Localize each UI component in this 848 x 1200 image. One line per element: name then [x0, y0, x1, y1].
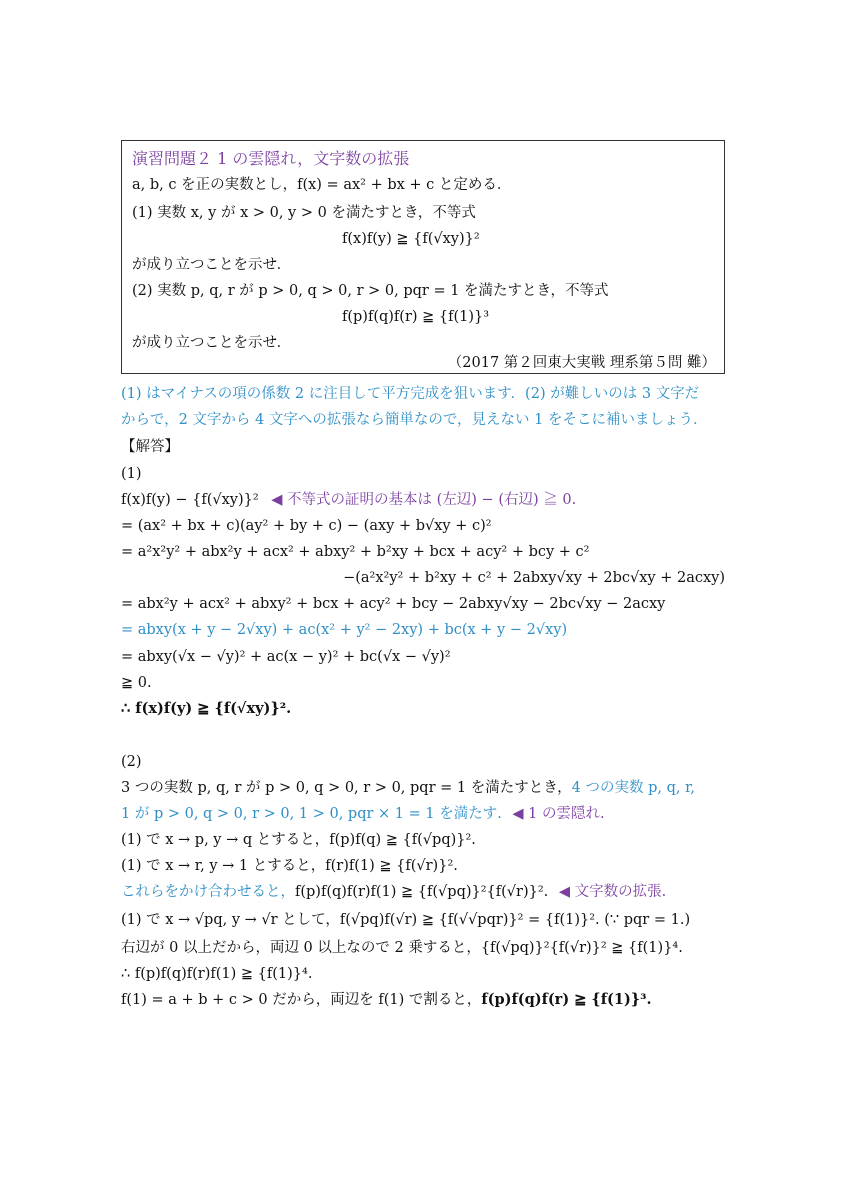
question-2-formula: f(p)f(q)f(r) ≧ {f(1)}³: [342, 309, 490, 325]
question-1-lead: (1) 実数 x, y が x > 0, y > 0 を満たすとき，不等式: [132, 205, 476, 221]
problem-line-1: a, b, c を正の実数とし，f(x) = ax² + bx + c と定める．: [132, 177, 512, 193]
part-1-line-2: = (ax² + bx + c)(ay² + by + c) − (axy + b√xy + c)²: [121, 518, 492, 534]
part-2-line-2: [121, 804, 605, 824]
part-1-label: (1): [121, 466, 142, 482]
part-2-line-5-a: これらをかけ合わせると，: [121, 884, 295, 900]
question-1-formula: f(x)f(y) ≧ {f(√xy)}²: [342, 231, 480, 247]
part-2-line-5-b: f(p)f(q)f(r)f(1) ≧ {f(√pq)}²{f(√r)}².: [295, 884, 549, 900]
part-1-line-3: = a²x²y² + abx²y + acx² + abxy² + b²xy + bcx + acy² + bcy + c²: [121, 544, 590, 560]
part-2-line-1-a: 3 つの実数 p, q, r が p > 0, q > 0, r > 0, pqr = 1 を満たすとき，: [121, 780, 572, 796]
part-2-line-8: ∴ f(p)f(q)f(r)f(1) ≧ {f(1)}⁴.: [121, 966, 313, 982]
part-1-conclusion: ∴ f(x)f(y) ≧ {f(√xy)}².: [121, 700, 292, 717]
part-1-line-5: = abx²y + acx² + abxy² + bcx + acy² + bcy − 2abxy√xy − 2bc√xy − 2acxy: [121, 596, 666, 612]
part-1-line-4: −(a²x²y² + b²xy + c² + 2abxy√xy + 2bc√xy + 2acxy): [343, 570, 725, 586]
part-2-line-6: (1) で x → √pq, y → √r として，f(√pq)f(√r) ≧ {f(√√pqr)}² = {f(1)}². (∵ pqr = 1.): [121, 912, 691, 928]
part-2-line-9: [121, 990, 652, 1010]
question-2-lead: (2) 実数 p, q, r が p > 0, q > 0, r > 0, pqr = 1 を満たすとき，不等式: [132, 283, 609, 299]
part-1-line-1-note: ◀ 不等式の証明の基本は (左辺) − (右辺) ≧ 0.: [271, 492, 577, 508]
problem-box: [121, 140, 725, 374]
part-2-line-9-a: f(1) = a + b + c > 0 だから，両辺を f(1) で割ると，: [121, 992, 482, 1008]
part-1-line-7: = abxy(√x − √y)² + ac(x − y)² + bc(√x − √y)²: [121, 649, 451, 665]
problem-source: （2017 第２回東大実戦 理系第５問 難）: [447, 355, 716, 371]
question-2-tail: が成り立つことを示せ．: [132, 335, 292, 351]
question-1-tail: が成り立つことを示せ．: [132, 257, 292, 273]
hint-line-2: からで，2 文字から 4 文字への拡張なら簡単なので，見えない 1 をそこに補いましょう．: [121, 412, 708, 428]
part-2-line-5-note: ◀ 文字数の拡張.: [558, 884, 667, 900]
part-2-line-2-note: ◀ 1 の雲隠れ.: [512, 806, 605, 822]
part-2-line-3: (1) で x → p, y → q とすると，f(p)f(q) ≧ {f(√pq)}².: [121, 832, 476, 848]
part-2-line-1-b: 4 つの実数 p, q, r,: [571, 780, 696, 796]
part-2-line-2-a: 1 が p > 0, q > 0, r > 0, 1 > 0, pqr × 1 = 1 を満たす.: [121, 806, 502, 822]
part-2-line-4: (1) で x → r, y → 1 とすると，f(r)f(1) ≧ {f(√r)}².: [121, 858, 458, 874]
part-2-line-5: [121, 882, 666, 902]
part-1-line-6: = abxy(x + y − 2√xy) + ac(x² + y² − 2xy) + bc(x + y − 2√xy): [121, 622, 568, 638]
part-2-line-7: 右辺が 0 以上だから，両辺 0 以上なので 2 乗すると，{f(√pq)}²{f(√r)}² ≧ {f(1)}⁴.: [121, 940, 683, 956]
part-2-label: (2): [121, 754, 142, 770]
answer-heading: 【解答】: [121, 439, 179, 455]
part-1-line-1-math: f(x)f(y) − {f(√xy)}²: [121, 492, 259, 508]
problem-title: 演習問題２ 1 の雲隠れ，文字数の拡張: [132, 149, 410, 168]
part-1-line-1: [121, 490, 576, 510]
part-2-line-1: [121, 778, 695, 798]
hint-line-1: (1) はマイナスの項の係数 2 に注目して平方完成を狙います．(2) が難しいのは 3 文字だ: [121, 386, 700, 402]
part-2-conclusion: f(p)f(q)f(r) ≧ {f(1)}³.: [481, 991, 652, 1008]
part-1-line-8: ≧ 0.: [121, 675, 152, 691]
